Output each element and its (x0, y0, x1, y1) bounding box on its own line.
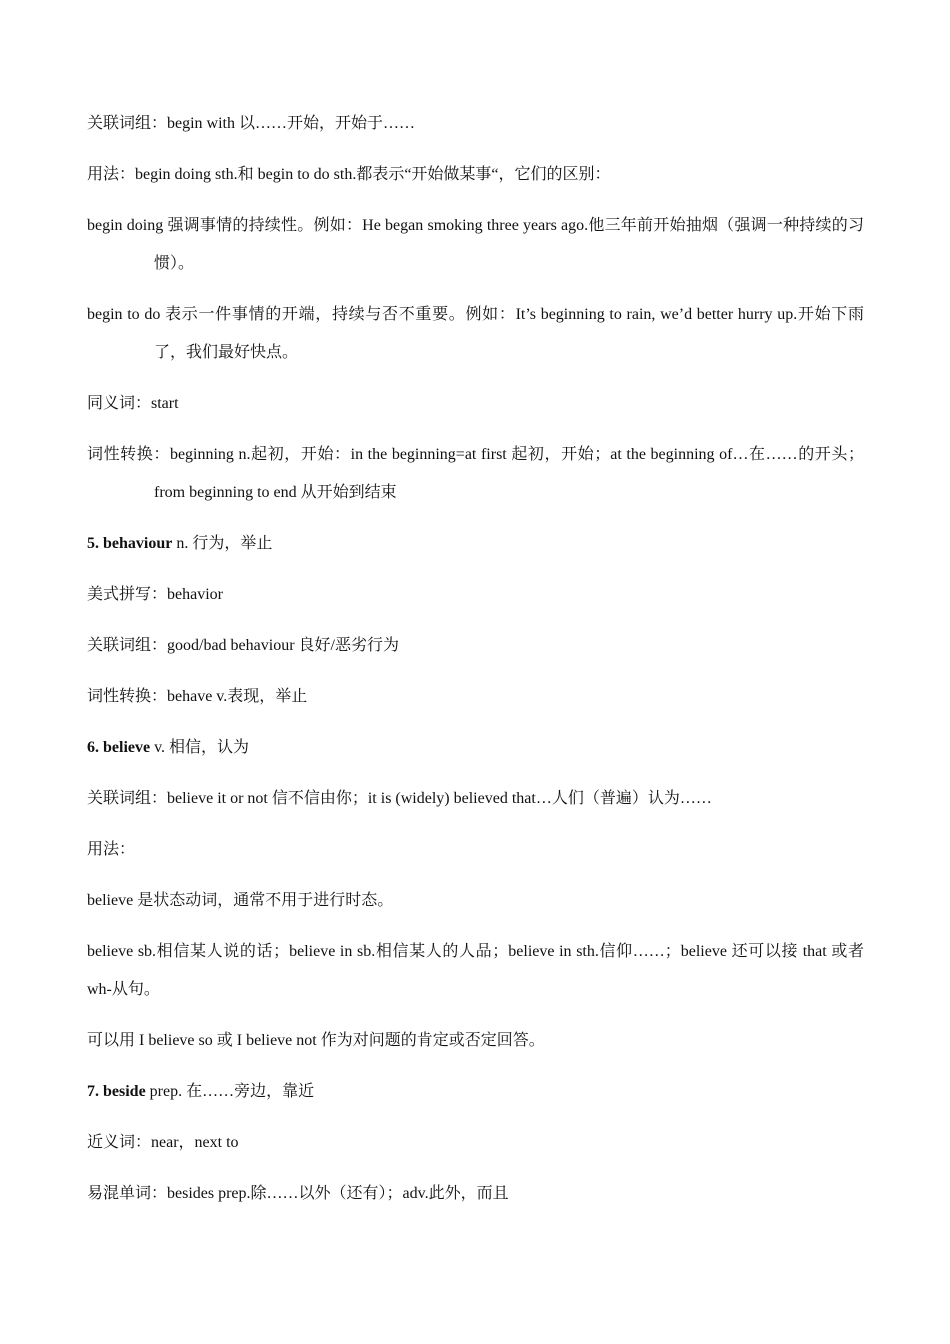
confusable-besides: 易混单词：besides prep.除……以外（还有）；adv.此外，而且 (87, 1185, 509, 1202)
word-form-behaviour: 词性转换：behave v.表现，举止 (87, 688, 308, 705)
usage-begin-to-do: begin to do 表示一件事情的开端，持续与否不重要。例如：It’s beginning to rain, we’d better hurry up.开始下雨了，我们最好快点。 (87, 306, 864, 361)
entry-definition: n. 行为，举止 (172, 535, 273, 552)
entry-heading-beside (87, 1082, 864, 1102)
usage-begin: 用法：begin doing sth.和 begin to do sth.都表示“开始做某事“，它们的区别： (87, 166, 611, 183)
synonym-begin: 同义词：start (87, 395, 179, 412)
related-phrases-begin: 关联词组：begin with 以……开始，开始于…… (87, 115, 415, 132)
entry-word: 5. behaviour (87, 535, 173, 552)
entry-definition: prep. 在……旁边，靠近 (145, 1083, 315, 1100)
near-synonyms-beside: 近义词：near，next to (87, 1134, 239, 1151)
entry-definition: v. 相信，认为 (150, 739, 250, 756)
entry-word: 7. beside (87, 1083, 146, 1100)
usage-believe-label: 用法： (87, 841, 136, 858)
usage-believe-patterns: believe sb.相信某人说的话；believe in sb.相信某人的人品；believe in sth.信仰……；believe 还可以接 that 或者 wh-从句。 (87, 943, 864, 998)
word-form-begin: 词性转换：beginning n.起初，开始：in the beginning=at first 起初，开始；at the beginning of…在……的开头；from beginning to end 从开始到结束 (87, 446, 864, 501)
entry-heading-believe (87, 738, 864, 758)
usage-believe-stative: believe 是状态动词，通常不用于进行时态。 (87, 892, 394, 909)
related-phrases-believe: 关联词组：believe it or not 信不信由你；it is (widely) believed that…人们（普遍）认为…… (87, 790, 712, 807)
american-spelling: 美式拼写：behavior (87, 586, 223, 603)
entry-heading-behaviour (87, 534, 864, 554)
related-phrases-behaviour: 关联词组：good/bad behaviour 良好/恶劣行为 (87, 637, 399, 654)
usage-begin-doing: begin doing 强调事情的持续性。例如：He began smoking three years ago.他三年前开始抽烟（强调一种持续的习惯）。 (87, 217, 864, 272)
entry-word: 6. believe (87, 739, 151, 756)
usage-believe-answers: 可以用 I believe so 或 I believe not 作为对问题的肯定或否定回答。 (87, 1032, 545, 1049)
